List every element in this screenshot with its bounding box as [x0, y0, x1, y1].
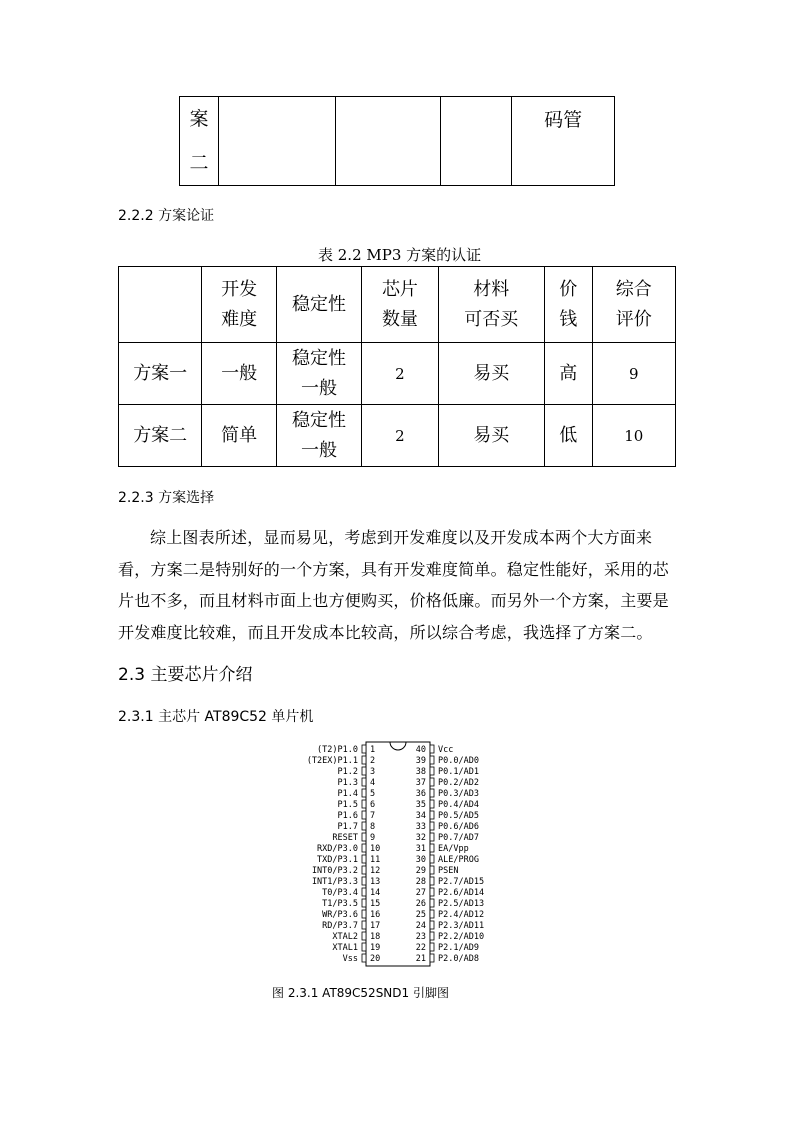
header-cell-stability [276, 267, 361, 343]
header-cell-price [544, 267, 592, 343]
pin-stub [430, 921, 434, 929]
row-score: 9 [592, 343, 675, 405]
header-line: 评价 [615, 308, 652, 330]
pin-label: Vcc [438, 745, 454, 755]
row-stability [276, 343, 361, 405]
header-line: 难度 [221, 308, 258, 330]
comparison-table [118, 266, 676, 467]
pin-stub [430, 932, 434, 940]
pin-label: P1.4 [337, 789, 358, 799]
pin-label: RXD/P3.0 [317, 844, 358, 854]
pin-label: RD/P3.7 [322, 921, 358, 931]
header-line: 数量 [381, 308, 418, 330]
section-heading-222: 2.2.2 方案论证 [118, 208, 215, 224]
stability-line: 稳定性 [292, 409, 347, 431]
pin-number: 3 [370, 767, 376, 777]
row-score: 10 [592, 405, 675, 467]
pin-number: 2 [370, 756, 376, 766]
pin-stub [430, 822, 434, 830]
pin-label: P2.2/AD10 [438, 932, 485, 942]
paragraph-text: 综上图表所述，显而易见，考虑到开发难度以及开发成本两个大方面来看，方案二是特别好的一个方案，具有开发难度简单。稳定性能好，采用的芯片也不多，而且材料市面上也方便购买，价格低廉。而另外一个方案，主要是开发难度比较难，而且开发成本比较高，所以综合考虑，我选择了方案二。 [118, 528, 669, 642]
header-cell-difficulty [202, 267, 276, 343]
table-row [119, 405, 676, 467]
table-cell [336, 97, 440, 186]
row-label-2: 二 [189, 152, 209, 174]
header-cell-chips [362, 267, 438, 343]
pin-stub [362, 767, 366, 775]
pin-stub [430, 833, 434, 841]
pin-label: PSEN [438, 866, 459, 876]
pin-stub [362, 800, 366, 808]
pin-number: 37 [415, 778, 426, 788]
row-difficulty: 一般 [202, 343, 276, 405]
pin-stub [430, 943, 434, 951]
pin-stub [362, 745, 366, 753]
pin-label: XTAL1 [332, 943, 358, 953]
pin-number: 31 [415, 844, 426, 854]
pin-label: ALE/PROG [438, 855, 479, 865]
header-line: 芯片 [381, 278, 418, 300]
pin-number: 21 [415, 954, 426, 964]
pin-number: 12 [370, 866, 381, 876]
pin-stub [430, 778, 434, 786]
pin-label: XTAL2 [332, 932, 358, 942]
pin-stub [362, 954, 366, 962]
section-heading-231: 2.3.1 主芯片 AT89C52 单片机 [118, 709, 314, 725]
pin-number: 19 [370, 943, 381, 953]
pin-stub [430, 888, 434, 896]
pin-stub [362, 822, 366, 830]
pin-label: P0.0/AD0 [438, 756, 479, 766]
table-cell [512, 97, 615, 186]
pin-stub [362, 877, 366, 885]
pin-label: P2.7/AD15 [438, 877, 485, 887]
pin-stub [362, 833, 366, 841]
pin-stub [430, 756, 434, 764]
pin-label: P0.1/AD1 [438, 767, 479, 777]
pin-number: 8 [370, 822, 376, 832]
pin-label: P2.4/AD12 [438, 910, 485, 920]
table-cell [440, 97, 512, 186]
pin-label: TXD/P3.1 [317, 855, 358, 865]
pin-label: Vss [342, 954, 358, 964]
pin-stub [430, 910, 434, 918]
pin-stub [362, 844, 366, 852]
chip-notch [390, 742, 406, 750]
section-heading-223: 2.2.3 方案选择 [118, 490, 215, 506]
header-line: 稳定性 [292, 293, 347, 315]
pin-label: RESET [332, 833, 358, 843]
pin-stub [430, 800, 434, 808]
pin-label: P1.3 [337, 778, 358, 788]
pin-stub [430, 877, 434, 885]
figure-caption: 图 2.3.1 AT89C52SND1 引脚图 [272, 986, 449, 1000]
pin-number: 33 [415, 822, 426, 832]
pin-number: 1 [370, 745, 376, 755]
pin-number: 20 [370, 954, 381, 964]
stability-line: 稳定性 [292, 347, 347, 369]
pin-number: 13 [370, 877, 381, 887]
header-cell-empty [119, 267, 202, 343]
pin-number: 26 [415, 899, 426, 909]
pin-label: P2.6/AD14 [438, 888, 485, 898]
pin-number: 16 [370, 910, 381, 920]
pin-label: P0.5/AD5 [438, 811, 479, 821]
pin-label: P0.6/AD6 [438, 822, 479, 832]
row-stability [276, 405, 361, 467]
pin-stub [430, 866, 434, 874]
row-name: 方案一 [119, 343, 202, 405]
pin-stub [362, 899, 366, 907]
pin-label: P0.2/AD2 [438, 778, 479, 788]
pin-stub [362, 756, 366, 764]
pin-number: 24 [415, 921, 426, 931]
pin-number: 29 [415, 866, 426, 876]
row-chips: 2 [362, 343, 438, 405]
pin-number: 15 [370, 899, 381, 909]
pin-label: P0.3/AD3 [438, 789, 479, 799]
pin-label: P2.1/AD9 [438, 943, 479, 953]
pin-number: 9 [370, 833, 376, 843]
pin-stub [430, 789, 434, 797]
pin-number: 25 [415, 910, 426, 920]
chip-pinout-diagram [296, 740, 496, 970]
pin-stub [362, 855, 366, 863]
table-cell [218, 97, 335, 186]
pin-label: EA/Vpp [438, 844, 469, 854]
pin-stub [430, 899, 434, 907]
pin-number: 36 [415, 789, 426, 799]
pin-number: 39 [415, 756, 426, 766]
pin-label: P1.7 [337, 822, 358, 832]
pin-number: 27 [415, 888, 426, 898]
pin-label: INT0/P3.2 [311, 866, 358, 876]
pin-label: P0.4/AD4 [438, 800, 479, 810]
pin-number: 23 [415, 932, 426, 942]
pin-stub [430, 954, 434, 962]
row-difficulty: 简单 [202, 405, 276, 467]
pin-number: 34 [415, 811, 426, 821]
header-line: 开发 [221, 278, 258, 300]
row-price: 低 [544, 405, 592, 467]
row-chips: 2 [362, 405, 438, 467]
pin-label: (T2)P1.0 [317, 745, 358, 755]
body-paragraph [118, 522, 678, 648]
pin-number: 6 [370, 800, 376, 810]
pin-label: (T2EX)P1.1 [306, 756, 358, 766]
pin-stub [362, 921, 366, 929]
pin-number: 7 [370, 811, 376, 821]
stability-line: 一般 [301, 439, 338, 461]
header-line: 综合 [615, 278, 652, 300]
pin-stub [430, 745, 434, 753]
pin-label: P2.3/AD11 [438, 921, 485, 931]
pin-label: P2.0/AD8 [438, 954, 479, 964]
pin-number: 14 [370, 888, 381, 898]
pin-number: 40 [415, 745, 426, 755]
pin-number: 17 [370, 921, 381, 931]
pin-stub [362, 888, 366, 896]
table-header-row [119, 267, 676, 343]
pin-number: 30 [415, 855, 426, 865]
pin-number: 38 [415, 767, 426, 777]
table-row [119, 343, 676, 405]
row-name: 方案二 [119, 405, 202, 467]
pin-stub [362, 789, 366, 797]
row-material: 易买 [438, 405, 544, 467]
pin-number: 5 [370, 789, 376, 799]
pin-stub [362, 910, 366, 918]
row-material: 易买 [438, 343, 544, 405]
pin-number: 32 [415, 833, 426, 843]
pin-number: 35 [415, 800, 426, 810]
header-line: 钱 [559, 308, 578, 330]
pin-number: 28 [415, 877, 426, 887]
pin-stub [362, 778, 366, 786]
pin-label: P0.7/AD7 [438, 833, 479, 843]
row-label-1: 案 [189, 108, 209, 130]
table-caption: 表 2.2 MP3 方案的认证 [318, 246, 482, 264]
pin-stub [362, 932, 366, 940]
pin-number: 4 [370, 778, 376, 788]
header-line: 可否买 [464, 308, 519, 330]
table-top-fragment [179, 96, 615, 186]
pin-label: T1/P3.5 [322, 899, 358, 909]
pin-label: P1.6 [337, 811, 358, 821]
header-cell-score [592, 267, 675, 343]
chip-svg [296, 740, 496, 970]
pin-stub [362, 943, 366, 951]
pin-label: P2.5/AD13 [438, 899, 485, 909]
pin-label: P1.2 [337, 767, 358, 777]
pin-number: 10 [370, 844, 381, 854]
pin-stub [430, 811, 434, 819]
pin-label: INT1/P3.3 [311, 877, 358, 887]
stability-line: 一般 [301, 377, 338, 399]
header-line: 价 [559, 278, 578, 300]
pin-number: 18 [370, 932, 381, 942]
section-heading-23: 2.3 主要芯片介绍 [118, 665, 253, 685]
pin-stub [362, 866, 366, 874]
pin-number: 11 [370, 855, 381, 865]
row-price: 高 [544, 343, 592, 405]
pin-stub [430, 844, 434, 852]
header-line: 材料 [473, 278, 510, 300]
header-cell-material [438, 267, 544, 343]
pin-stub [430, 855, 434, 863]
pin-label: WR/P3.6 [322, 910, 358, 920]
pin-stub [430, 767, 434, 775]
table-row [180, 97, 615, 186]
table-cell [180, 97, 219, 186]
pin-number: 22 [415, 943, 426, 953]
pin-stub [362, 811, 366, 819]
pin-label: T0/P3.4 [322, 888, 358, 898]
cell-text: 码管 [544, 109, 583, 131]
pin-label: P1.5 [337, 800, 358, 810]
